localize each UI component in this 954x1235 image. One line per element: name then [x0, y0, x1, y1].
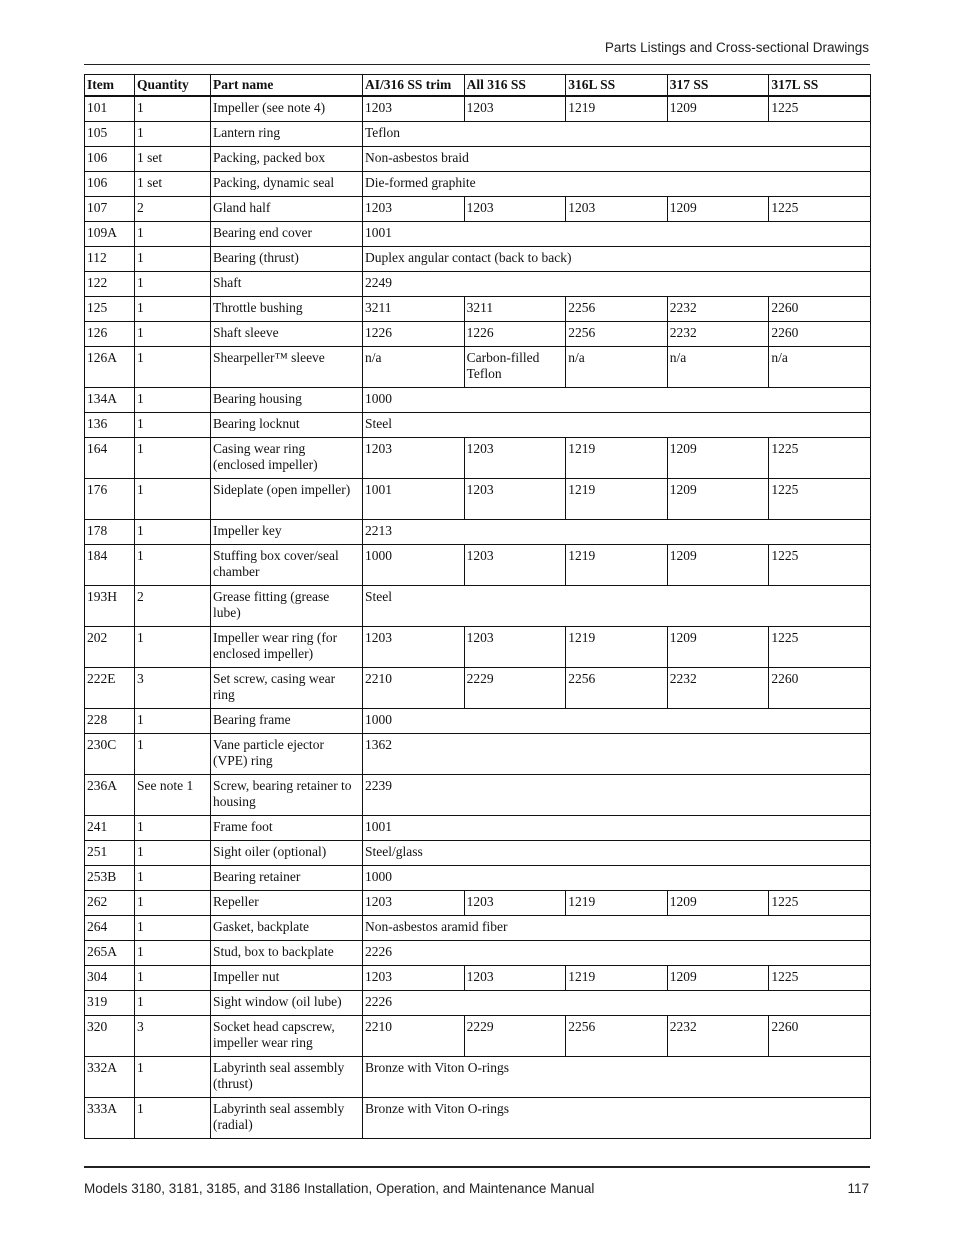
- column-header-part-name: Part name: [211, 75, 363, 97]
- table-row: [85, 122, 871, 147]
- cell-material: 1203: [363, 96, 465, 122]
- cell-part-name: Impeller key: [211, 520, 363, 545]
- cell-material: n/a: [667, 347, 769, 388]
- cell-item: 184: [85, 545, 135, 586]
- cell-quantity: 1: [135, 545, 211, 586]
- cell-quantity: 1: [135, 734, 211, 775]
- table-row: [85, 272, 871, 297]
- cell-item: 106: [85, 147, 135, 172]
- cell-material: 1000: [363, 545, 465, 586]
- cell-item: 228: [85, 709, 135, 734]
- table-row: [85, 247, 871, 272]
- cell-part-name: Shaft: [211, 272, 363, 297]
- column-header-317-ss: 317 SS: [667, 75, 769, 97]
- cell-material-all: Die-formed graphite: [363, 172, 871, 197]
- cell-part-name: Bearing frame: [211, 709, 363, 734]
- cell-material-all: Steel: [363, 586, 871, 627]
- manual-title: Models 3180, 3181, 3185, and 3186 Installation, Operation, and Maintenance Manual: [84, 1181, 595, 1196]
- cell-material: 2232: [667, 1016, 769, 1057]
- cell-material: 1209: [667, 891, 769, 916]
- cell-item: 107: [85, 197, 135, 222]
- cell-material: 1203: [464, 627, 566, 668]
- cell-material: 1225: [769, 545, 871, 586]
- footer-divider: [84, 1166, 870, 1168]
- cell-part-name: Lantern ring: [211, 122, 363, 147]
- table-row: [85, 734, 871, 775]
- table-row: [85, 841, 871, 866]
- cell-material: 3211: [464, 297, 566, 322]
- cell-material: 1209: [667, 438, 769, 479]
- cell-quantity: 1: [135, 520, 211, 545]
- cell-material: 1209: [667, 96, 769, 122]
- cell-quantity: 1: [135, 438, 211, 479]
- column-header-all-316-ss: All 316 SS: [464, 75, 566, 97]
- table-row: [85, 668, 871, 709]
- cell-part-name: Impeller nut: [211, 966, 363, 991]
- column-header-ai-316-ss-trim: AI/316 SS trim: [363, 75, 465, 97]
- cell-material-all: 2226: [363, 991, 871, 1016]
- cell-material: 2210: [363, 668, 465, 709]
- column-header-quantity: Quantity: [135, 75, 211, 97]
- cell-part-name: Impeller wear ring (for enclosed impeller): [211, 627, 363, 668]
- cell-material: n/a: [363, 347, 465, 388]
- cell-item: 125: [85, 297, 135, 322]
- cell-material: 2256: [566, 1016, 668, 1057]
- cell-material-all: 1000: [363, 388, 871, 413]
- table-header-row: [85, 75, 871, 97]
- table-row: [85, 916, 871, 941]
- cell-item: 262: [85, 891, 135, 916]
- cell-material: 1219: [566, 891, 668, 916]
- cell-material: 1203: [363, 197, 465, 222]
- cell-item: 332A: [85, 1057, 135, 1098]
- cell-quantity: 2: [135, 197, 211, 222]
- cell-part-name: Bearing housing: [211, 388, 363, 413]
- cell-material: 1225: [769, 197, 871, 222]
- cell-quantity: 1 set: [135, 172, 211, 197]
- table-row: [85, 775, 871, 816]
- cell-material: 1203: [464, 966, 566, 991]
- cell-material: 1209: [667, 545, 769, 586]
- header-divider: [84, 64, 870, 65]
- cell-material: 1203: [464, 545, 566, 586]
- cell-part-name: Repeller: [211, 891, 363, 916]
- cell-material: 1203: [464, 891, 566, 916]
- cell-part-name: Throttle bushing: [211, 297, 363, 322]
- cell-material: 2260: [769, 322, 871, 347]
- cell-material: 1225: [769, 627, 871, 668]
- cell-quantity: 3: [135, 668, 211, 709]
- cell-material-all: 2213: [363, 520, 871, 545]
- cell-material: 1209: [667, 479, 769, 520]
- cell-item: 304: [85, 966, 135, 991]
- cell-material: 1226: [464, 322, 566, 347]
- column-header-317l-ss: 317L SS: [769, 75, 871, 97]
- cell-part-name: Sight oiler (optional): [211, 841, 363, 866]
- table-row: [85, 816, 871, 841]
- cell-material-all: Non-asbestos braid: [363, 147, 871, 172]
- cell-material: 1219: [566, 545, 668, 586]
- cell-item: 222E: [85, 668, 135, 709]
- table-row: [85, 627, 871, 668]
- table-row: [85, 347, 871, 388]
- cell-quantity: 1: [135, 388, 211, 413]
- cell-material: 2256: [566, 668, 668, 709]
- cell-part-name: Sight window (oil lube): [211, 991, 363, 1016]
- cell-quantity: See note 1: [135, 775, 211, 816]
- cell-item: 122: [85, 272, 135, 297]
- cell-quantity: 1: [135, 1057, 211, 1098]
- cell-quantity: 1: [135, 709, 211, 734]
- cell-item: 126: [85, 322, 135, 347]
- cell-item: 251: [85, 841, 135, 866]
- table-row: [85, 1098, 871, 1139]
- cell-material: 2232: [667, 297, 769, 322]
- cell-item: 320: [85, 1016, 135, 1057]
- column-header-item: Item: [85, 75, 135, 97]
- cell-part-name: Vane particle ejector (VPE) ring: [211, 734, 363, 775]
- cell-part-name: Stuffing box cover/seal chamber: [211, 545, 363, 586]
- column-header-316l-ss: 316L SS: [566, 75, 668, 97]
- cell-part-name: Shearpeller™ sleeve: [211, 347, 363, 388]
- cell-quantity: 1: [135, 916, 211, 941]
- table-row: [85, 172, 871, 197]
- cell-part-name: Grease fitting (grease lube): [211, 586, 363, 627]
- cell-item: 253B: [85, 866, 135, 891]
- cell-item: 112: [85, 247, 135, 272]
- cell-material: 1203: [464, 96, 566, 122]
- cell-material: 1209: [667, 627, 769, 668]
- table-row: [85, 891, 871, 916]
- cell-material: 1219: [566, 479, 668, 520]
- cell-quantity: 1: [135, 891, 211, 916]
- cell-quantity: 1: [135, 966, 211, 991]
- cell-material-all: Bronze with Viton O-rings: [363, 1057, 871, 1098]
- cell-material-all: 1362: [363, 734, 871, 775]
- table-row: [85, 545, 871, 586]
- cell-material-all: Steel/glass: [363, 841, 871, 866]
- cell-part-name: Screw, bearing retainer to housing: [211, 775, 363, 816]
- parts-table-body: [85, 96, 871, 1139]
- cell-quantity: 1: [135, 866, 211, 891]
- cell-material-all: Non-asbestos aramid fiber: [363, 916, 871, 941]
- cell-material: 1226: [363, 322, 465, 347]
- table-row: [85, 413, 871, 438]
- cell-part-name: Gasket, backplate: [211, 916, 363, 941]
- table-row: [85, 197, 871, 222]
- cell-material: 2229: [464, 668, 566, 709]
- cell-item: 265A: [85, 941, 135, 966]
- cell-quantity: 1: [135, 816, 211, 841]
- cell-material: 1225: [769, 891, 871, 916]
- cell-item: 136: [85, 413, 135, 438]
- cell-material: Carbon-filled Teflon: [464, 347, 566, 388]
- cell-material: 1203: [363, 891, 465, 916]
- cell-part-name: Stud, box to backplate: [211, 941, 363, 966]
- cell-part-name: Gland half: [211, 197, 363, 222]
- cell-material-all: 1001: [363, 816, 871, 841]
- cell-material: 1225: [769, 966, 871, 991]
- cell-quantity: 1: [135, 841, 211, 866]
- cell-material: 1219: [566, 96, 668, 122]
- cell-item: 164: [85, 438, 135, 479]
- cell-material: 1203: [566, 197, 668, 222]
- table-row: [85, 966, 871, 991]
- table-row: [85, 709, 871, 734]
- cell-part-name: Casing wear ring (enclosed impeller): [211, 438, 363, 479]
- table-row: [85, 297, 871, 322]
- table-row: [85, 1057, 871, 1098]
- cell-material: 3211: [363, 297, 465, 322]
- cell-material-all: 2226: [363, 941, 871, 966]
- cell-material: 2210: [363, 1016, 465, 1057]
- cell-part-name: Labyrinth seal assembly (thrust): [211, 1057, 363, 1098]
- cell-item: 202: [85, 627, 135, 668]
- cell-quantity: 1: [135, 247, 211, 272]
- page-number: 117: [847, 1181, 869, 1196]
- cell-item: 193H: [85, 586, 135, 627]
- cell-quantity: 1: [135, 347, 211, 388]
- cell-material-all: Teflon: [363, 122, 871, 147]
- cell-material: 2256: [566, 297, 668, 322]
- cell-item: 236A: [85, 775, 135, 816]
- cell-part-name: Bearing (thrust): [211, 247, 363, 272]
- cell-quantity: 1: [135, 479, 211, 520]
- table-row: [85, 438, 871, 479]
- cell-quantity: 1: [135, 322, 211, 347]
- cell-quantity: 3: [135, 1016, 211, 1057]
- table-row: [85, 866, 871, 891]
- cell-quantity: 1: [135, 941, 211, 966]
- cell-material: 1203: [363, 438, 465, 479]
- cell-item: 134A: [85, 388, 135, 413]
- cell-quantity: 1: [135, 413, 211, 438]
- cell-material: n/a: [566, 347, 668, 388]
- table-row: [85, 1016, 871, 1057]
- cell-part-name: Bearing retainer: [211, 866, 363, 891]
- cell-material: 1203: [464, 197, 566, 222]
- table-row: [85, 520, 871, 545]
- cell-quantity: 1: [135, 991, 211, 1016]
- cell-material-all: 1000: [363, 866, 871, 891]
- cell-part-name: Socket head capscrew, impeller wear ring: [211, 1016, 363, 1057]
- cell-material: 2260: [769, 1016, 871, 1057]
- table-row: [85, 479, 871, 520]
- cell-material: 1203: [363, 966, 465, 991]
- cell-material: 2232: [667, 668, 769, 709]
- cell-part-name: Impeller (see note 4): [211, 96, 363, 122]
- cell-material: 1209: [667, 966, 769, 991]
- cell-material-all: Bronze with Viton O-rings: [363, 1098, 871, 1139]
- cell-part-name: Shaft sleeve: [211, 322, 363, 347]
- table-row: [85, 322, 871, 347]
- cell-material-all: 1000: [363, 709, 871, 734]
- cell-material: 1219: [566, 438, 668, 479]
- cell-item: 264: [85, 916, 135, 941]
- cell-material: 1203: [363, 627, 465, 668]
- cell-material-all: 2249: [363, 272, 871, 297]
- cell-item: 178: [85, 520, 135, 545]
- cell-material: n/a: [769, 347, 871, 388]
- cell-item: 319: [85, 991, 135, 1016]
- cell-item: 101: [85, 96, 135, 122]
- cell-material: 1219: [566, 627, 668, 668]
- cell-material: 2256: [566, 322, 668, 347]
- cell-material: 2232: [667, 322, 769, 347]
- cell-material: 2260: [769, 297, 871, 322]
- table-row: [85, 941, 871, 966]
- cell-part-name: Bearing locknut: [211, 413, 363, 438]
- cell-part-name: Bearing end cover: [211, 222, 363, 247]
- cell-material: 1203: [464, 438, 566, 479]
- cell-material: 2229: [464, 1016, 566, 1057]
- cell-quantity: 1: [135, 627, 211, 668]
- cell-quantity: 1: [135, 272, 211, 297]
- cell-part-name: Packing, dynamic seal: [211, 172, 363, 197]
- cell-item: 176: [85, 479, 135, 520]
- cell-quantity: 1: [135, 297, 211, 322]
- cell-quantity: 1: [135, 222, 211, 247]
- table-row: [85, 388, 871, 413]
- cell-item: 106: [85, 172, 135, 197]
- cell-item: 333A: [85, 1098, 135, 1139]
- cell-quantity: 1: [135, 1098, 211, 1139]
- cell-part-name: Frame foot: [211, 816, 363, 841]
- cell-material-all: Steel: [363, 413, 871, 438]
- cell-item: 126A: [85, 347, 135, 388]
- cell-part-name: Sideplate (open impeller): [211, 479, 363, 520]
- cell-material: 1203: [464, 479, 566, 520]
- cell-quantity: 2: [135, 586, 211, 627]
- cell-quantity: 1: [135, 96, 211, 122]
- cell-item: 105: [85, 122, 135, 147]
- cell-quantity: 1 set: [135, 147, 211, 172]
- cell-material: 1225: [769, 479, 871, 520]
- cell-material: 1209: [667, 197, 769, 222]
- table-row: [85, 96, 871, 122]
- cell-part-name: Labyrinth seal assembly (radial): [211, 1098, 363, 1139]
- table-row: [85, 147, 871, 172]
- cell-item: 230C: [85, 734, 135, 775]
- cell-material: 1225: [769, 438, 871, 479]
- cell-part-name: Packing, packed box: [211, 147, 363, 172]
- cell-item: 109A: [85, 222, 135, 247]
- cell-item: 241: [85, 816, 135, 841]
- cell-material: 1001: [363, 479, 465, 520]
- cell-material: 1225: [769, 96, 871, 122]
- cell-material-all: Duplex angular contact (back to back): [363, 247, 871, 272]
- table-row: [85, 991, 871, 1016]
- parts-table: [84, 74, 871, 1139]
- table-row: [85, 222, 871, 247]
- cell-material-all: 2239: [363, 775, 871, 816]
- cell-material: 1219: [566, 966, 668, 991]
- section-title: Parts Listings and Cross-sectional Drawings: [604, 40, 869, 55]
- cell-material-all: 1001: [363, 222, 871, 247]
- cell-part-name: Set screw, casing wear ring: [211, 668, 363, 709]
- cell-material: 2260: [769, 668, 871, 709]
- table-row: [85, 586, 871, 627]
- cell-quantity: 1: [135, 122, 211, 147]
